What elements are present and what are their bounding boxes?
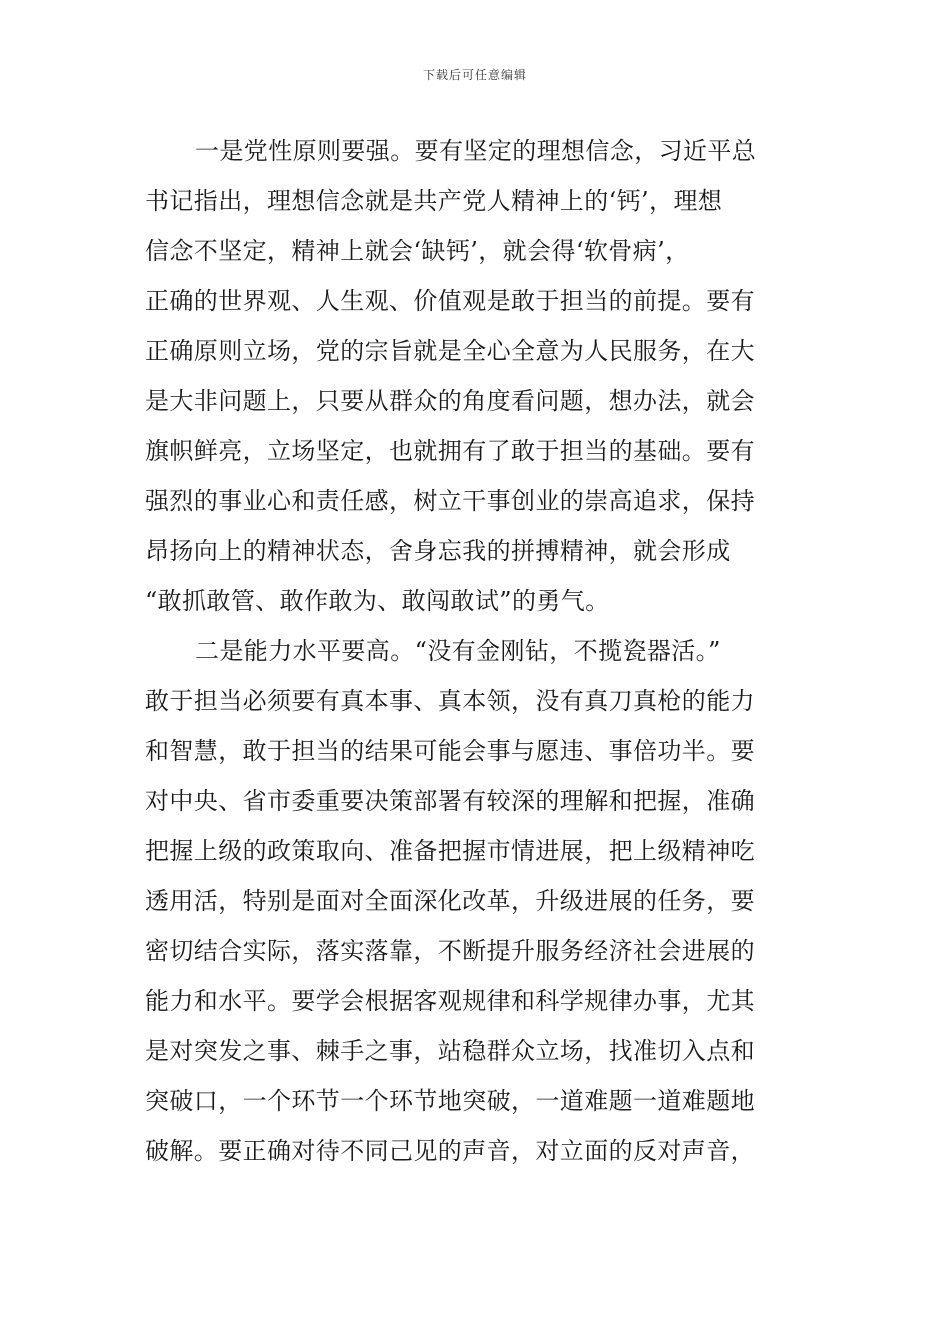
paragraph-2-line: 突破口，一个环节一个环节地突破，一道难题一道难题地 bbox=[145, 1087, 755, 1115]
paragraph-1-line: 旗帜鲜亮，立场坚定，也就拥有了敢于担当的基础。要有 bbox=[145, 437, 755, 465]
paragraph-2-line: 敢于担当必须要有真本事、真本领，没有真刀真枪的能力 bbox=[145, 687, 755, 715]
paragraph-2-line: 把握上级的政策取向、准备把握市情进展，把上级精神吃 bbox=[145, 837, 755, 865]
paragraph-2-line: 能力和水平。要学会根据客观规律和科学规律办事，尤其 bbox=[145, 987, 755, 1015]
paragraph-2-line: 二是能力水平要高。“没有金刚钻，不揽瓷器活。” bbox=[195, 637, 721, 665]
paragraph-2-line: 和智慧，敢于担当的结果可能会事与愿违、事倍功半。要 bbox=[145, 737, 755, 765]
paragraph-1-line: 强烈的事业心和责任感，树立干事创业的崇高追求，保持 bbox=[145, 487, 755, 515]
paragraph-1-line: 昂扬向上的精神状态，舍身忘我的拼搏精神，就会形成 bbox=[145, 537, 731, 565]
paragraph-2-line: 破解。要正确对待不同己见的声音，对立面的反对声音， bbox=[145, 1137, 755, 1165]
paragraph-1-line: “敢抓敢管、敢作敢为、敢闯敢试”的勇气。 bbox=[145, 587, 610, 615]
paragraph-1-line: 正确的世界观、人生观、价值观是敢于担当的前提。要有 bbox=[145, 287, 755, 315]
paragraph-1-line: 是大非问题上，只要从群众的角度看问题，想办法，就会 bbox=[145, 387, 755, 415]
paragraph-2-line: 透用活，特别是面对全面深化改革，升级进展的任务，要 bbox=[145, 887, 755, 915]
paragraph-1-line: 正确原则立场，党的宗旨就是全心全意为人民服务，在大 bbox=[145, 337, 755, 365]
paragraph-1-line: 信念不坚定，精神上就会‘缺钙’，就会得‘软骨病’， bbox=[145, 237, 690, 265]
page-header: 下载后可任意编辑 bbox=[422, 68, 527, 82]
paragraph-1-line: 一是党性原则要强。要有坚定的理想信念，习近平总 bbox=[195, 137, 757, 165]
document-body bbox=[145, 126, 785, 1176]
paragraph-1-line: 书记指出，理想信念就是共产党人精神上的‘钙’，理想 bbox=[145, 187, 723, 215]
paragraph-2-line: 对中央、省市委重要决策部署有较深的理解和把握，准确 bbox=[145, 787, 755, 815]
paragraph-2-line: 是对突发之事、棘手之事，站稳群众立场，找准切入点和 bbox=[145, 1037, 755, 1065]
paragraph-2-line: 密切结合实际，落实落靠，不断提升服务经济社会进展的 bbox=[145, 937, 755, 965]
